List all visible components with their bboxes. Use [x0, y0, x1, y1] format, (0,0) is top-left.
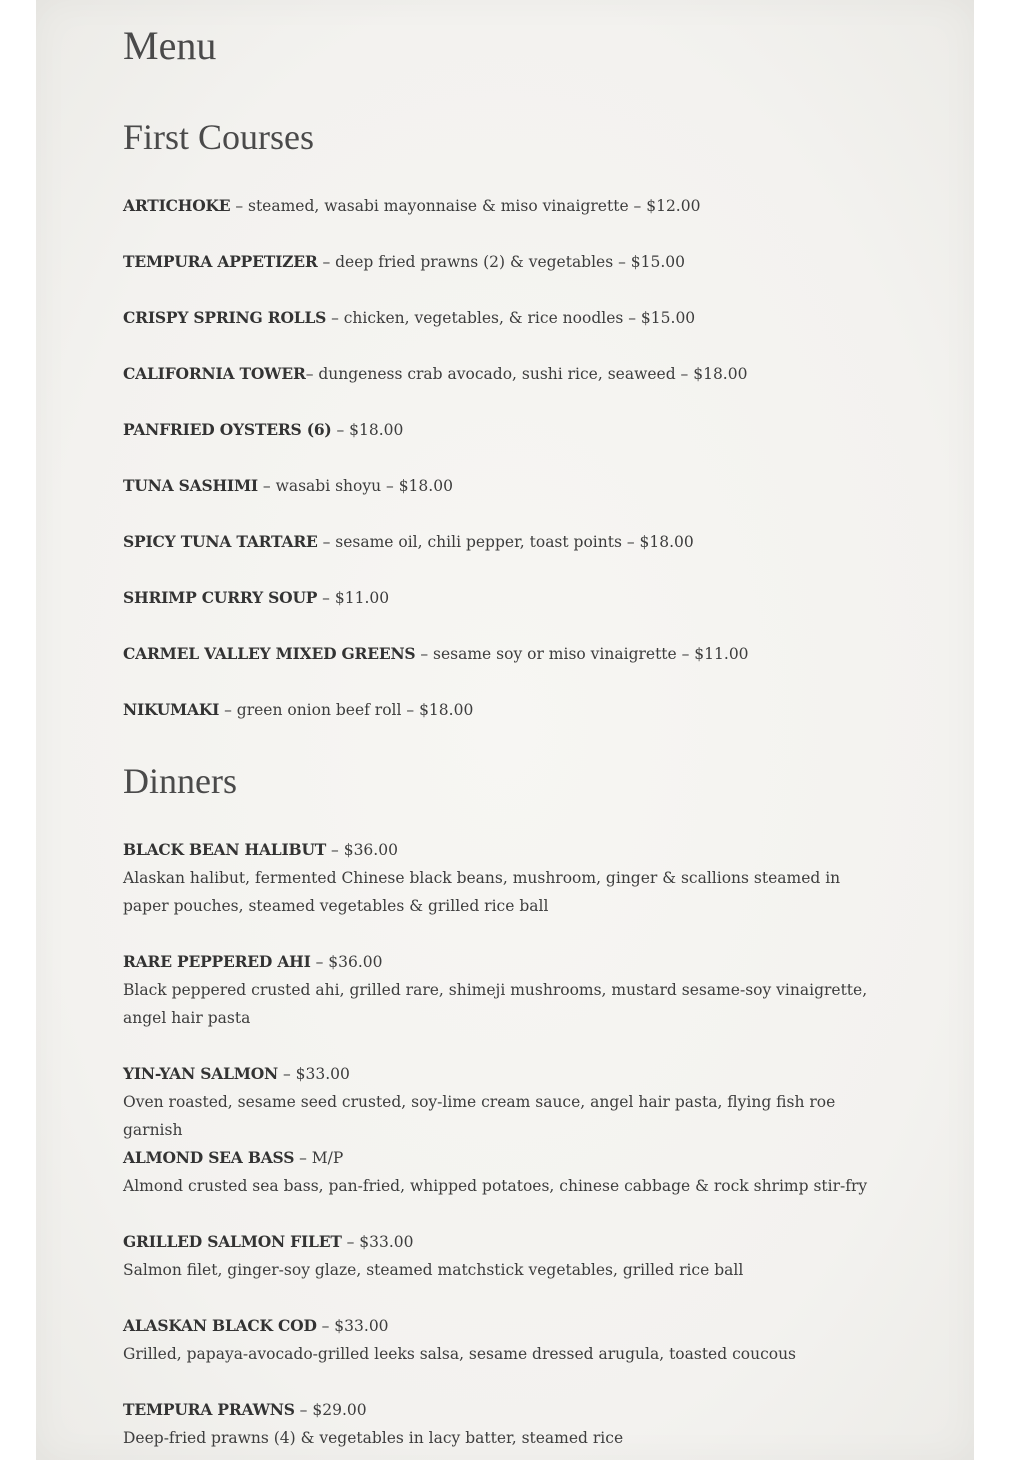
item-name: PANFRIED OYSTERS (6): [123, 420, 332, 439]
item-detail: – $29.00: [294, 1401, 367, 1419]
item-description: Black peppered crusted ahi, grilled rare, shimeji mushrooms, mustard sesame-soy vinaigrette, angel hair pasta: [123, 981, 868, 1027]
item-detail: – sesame soy or miso vinaigrette – $11.00: [415, 645, 749, 663]
item-name: YIN-YAN SALMON: [123, 1064, 279, 1083]
menu-item: [123, 584, 883, 612]
item-detail: – M/P: [294, 1149, 344, 1167]
item-detail: – $18.00: [331, 421, 404, 439]
item-description: Alaskan halibut, fermented Chinese black beans, mushroom, ginger & scallions steamed in paper pouches, steamed vegetables & grilled rice ball: [123, 869, 841, 915]
item-detail: – dungeness crab avocado, sushi rice, seaweed – $18.00: [305, 365, 748, 383]
menu-item: [123, 1060, 883, 1144]
menu-item: [123, 360, 883, 388]
page-title: Menu: [123, 23, 217, 68]
menu-item: [123, 304, 883, 332]
menu-item: [123, 1396, 883, 1452]
section-heading-first-courses: First Courses: [123, 117, 315, 157]
item-name: TUNA SASHIMI: [123, 476, 258, 495]
item-description: Oven roasted, sesame seed crusted, soy-lime cream sauce, angel hair pasta, flying fish roe garnish: [123, 1093, 836, 1139]
menu-item: [123, 1144, 883, 1200]
menu-item: [123, 640, 883, 668]
menu-item: [123, 248, 883, 276]
item-detail: – steamed, wasabi mayonnaise & miso vinaigrette – $12.00: [230, 197, 701, 215]
item-name: TEMPURA PRAWNS: [123, 1400, 295, 1419]
item-description: Grilled, papaya-avocado-grilled leeks salsa, sesame dressed arugula, toasted coucous: [123, 1345, 797, 1363]
item-name: ALASKAN BLACK COD: [123, 1316, 317, 1335]
menu-item: [123, 1312, 883, 1368]
item-description: Deep-fried prawns (4) & vegetables in lacy batter, steamed rice: [123, 1429, 624, 1447]
item-detail: – $33.00: [316, 1317, 389, 1335]
item-name: SHRIMP CURRY SOUP: [123, 588, 318, 607]
item-description: Almond crusted sea bass, pan-fried, whipped potatoes, chinese cabbage & rock shrimp stir-fry: [123, 1177, 868, 1195]
item-name: CRISPY SPRING ROLLS: [123, 308, 327, 327]
menu-item: [123, 192, 883, 220]
item-name: ALMOND SEA BASS: [123, 1148, 295, 1167]
menu-item: [123, 696, 883, 724]
menu-item: [123, 528, 883, 556]
section-heading-dinners: Dinners: [123, 761, 237, 801]
item-detail: – $11.00: [317, 589, 390, 607]
menu-item: [123, 416, 883, 444]
item-name: ARTICHOKE: [123, 196, 231, 215]
item-name: CALIFORNIA TOWER: [123, 364, 306, 383]
item-detail: – $36.00: [310, 953, 383, 971]
menu-item: [123, 1228, 883, 1284]
item-detail: – sesame oil, chili pepper, toast points – $18.00: [317, 533, 694, 551]
item-detail: – $33.00: [278, 1065, 350, 1083]
item-name: NIKUMAKI: [123, 700, 220, 719]
item-name: TEMPURA APPETIZER: [123, 252, 318, 271]
item-name: BLACK BEAN HALIBUT: [123, 840, 327, 859]
item-name: GRILLED SALMON FILET: [123, 1232, 342, 1251]
item-description: Salmon filet, ginger-soy glaze, steamed matchstick vegetables, grilled rice ball: [123, 1261, 744, 1279]
item-detail: – wasabi shoyu – $18.00: [257, 477, 453, 495]
menu-item: [123, 948, 883, 1032]
item-detail: – $36.00: [326, 841, 398, 859]
item-detail: – $33.00: [341, 1233, 414, 1251]
item-detail: – deep fried prawns (2) & vegetables – $15.00: [317, 253, 686, 271]
menu-item: [123, 472, 883, 500]
item-detail: – chicken, vegetables, & rice noodles – $15.00: [326, 309, 696, 327]
menu-item: [123, 836, 883, 920]
item-name: RARE PEPPERED AHI: [123, 952, 311, 971]
item-detail: – green onion beef roll – $18.00: [219, 701, 474, 719]
item-name: CARMEL VALLEY MIXED GREENS: [123, 644, 416, 663]
item-name: SPICY TUNA TARTARE: [123, 532, 318, 551]
